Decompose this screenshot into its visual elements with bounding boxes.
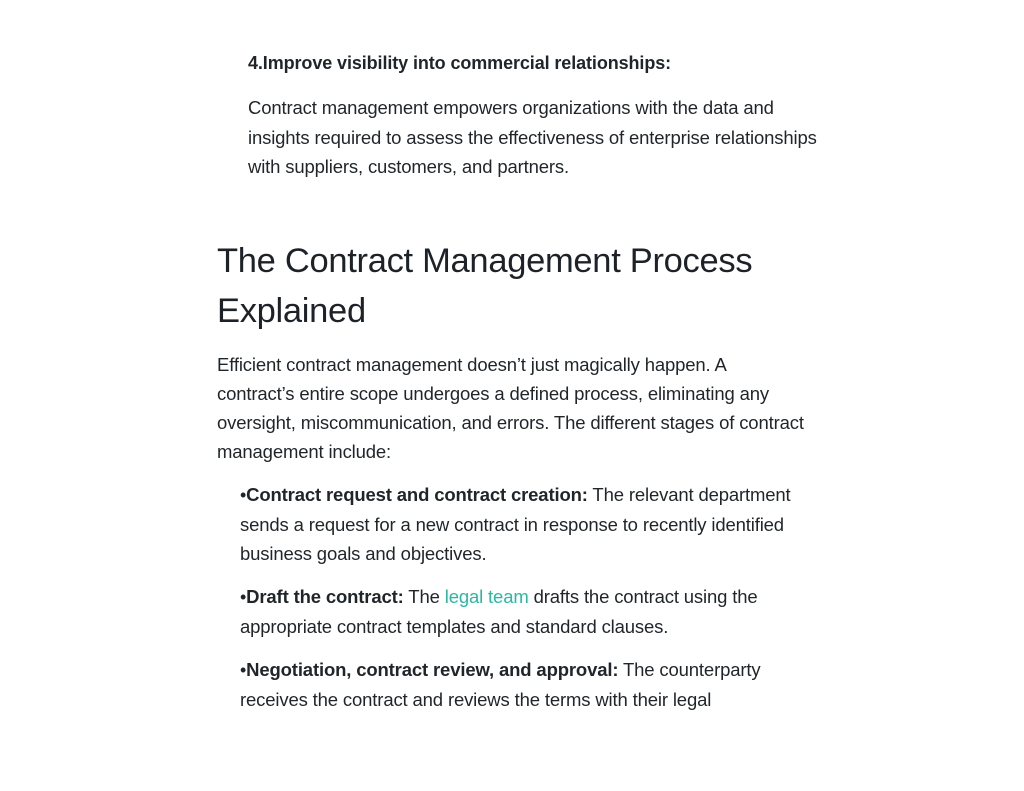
stages-list [240, 480, 820, 728]
section-title: The Contract Management Process Explained [217, 242, 753, 330]
bullet-icon: • [240, 660, 247, 680]
bullet-icon: • [240, 587, 247, 607]
section-intro: Efficient contract management doesn’t just magically happen. A contract’s entire scope undergoes a defined process, eliminating any oversight, miscommunication, and errors. The different stages of contract management include: [217, 354, 804, 462]
list-item-contract-request [240, 480, 820, 568]
legal-team-link[interactable]: legal team [444, 586, 529, 607]
bullet-term: Negotiation, contract review, and approval: [246, 659, 619, 680]
point-body: Contract management empowers organizations with the data and insights required to assess the effectiveness of enterprise relationships with suppliers, customers, and partners. [248, 97, 817, 177]
bullet-icon: • [240, 485, 247, 505]
list-item-draft-contract [240, 582, 820, 641]
bullet-text: The counterparty receives the contract and reviews the terms with their legal [240, 659, 761, 710]
bullet-text: The relevant department sends a request for a new contract in response to recently identified business goals and objectives. [240, 484, 791, 564]
bullet-text-after: drafts the contract using the appropriate contract templates and standard clauses. [240, 586, 758, 637]
bullet-term: Contract request and contract creation: [246, 484, 588, 505]
bullet-text-before: The [403, 586, 445, 607]
list-item-negotiation [240, 655, 820, 714]
bullet-term: Draft the contract: [246, 586, 404, 607]
point-heading: 4.Improve visibility into commercial relationships: [248, 53, 672, 73]
